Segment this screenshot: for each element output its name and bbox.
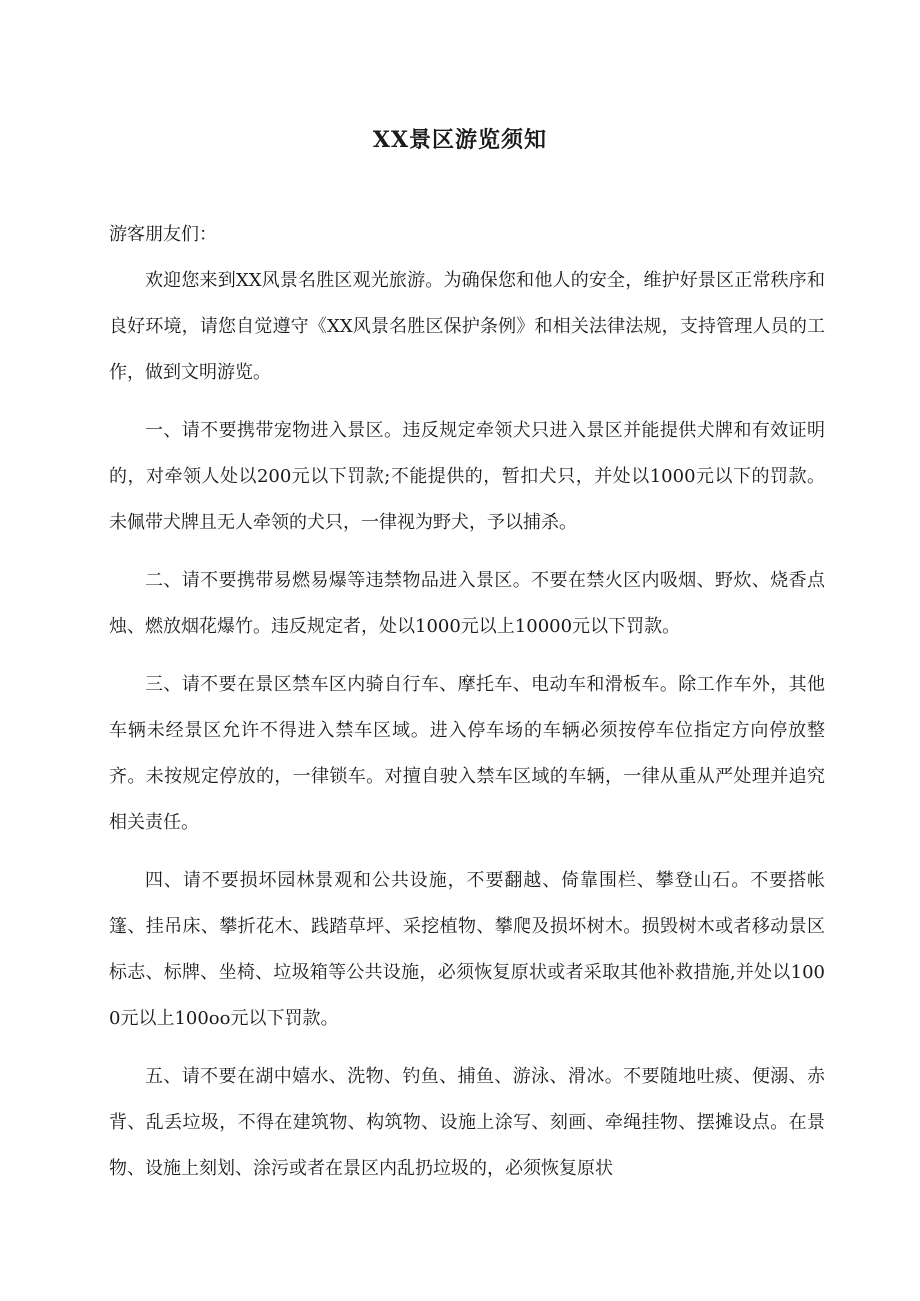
document-body (109, 212, 825, 1204)
document-title: XX景区游览须知 (372, 127, 548, 153)
rule-paragraph-4: 四、请不要损坏园林景观和公共设施，不要翻越、倚靠围栏、攀登山石。不要搭帐篷、挂吊床、攀折花木、践踏草坪、采挖植物、攀爬及损坏树木。损毁树木或者移动景区标志、标牌、坐椅、垃圾箱等公共设施，必须恢复原状或者采取其他补救措施,并处以1000元以上100oo元以下罚款。 (109, 870, 825, 1029)
rule-paragraph-3: 三、请不要在景区禁车区内骑自行车、摩托车、电动车和滑板车。除工作车外，其他车辆未经景区允许不得进入禁车区域。进入停车场的车辆必须按停车位指定方向停放整齐。未按规定停放的，一律锁车。对擅自驶入禁车区域的车辆，一律从重从严处理并追究相关责任。 (109, 674, 825, 833)
rule-paragraph-5: 五、请不要在湖中嬉水、洗物、钓鱼、捕鱼、游泳、滑冰。不要随地吐痰、便溺、赤背、乱丢垃圾，不得在建筑物、构筑物、设施上涂写、刻画、牵绳挂物、摆摊设点。在景物、设施上刻划、涂污或者在景区内乱扔垃圾的，必须恢复原状 (109, 1066, 825, 1179)
rule-paragraph-2: 二、请不要携带易燃易爆等违禁物品进入景区。不要在禁火区内吸烟、野炊、烧香点烛、燃放烟花爆竹。违反规定者，处以1000元以上10000元以下罚款。 (109, 570, 825, 637)
intro-paragraph: 欢迎您来到XX风景名胜区观光旅游。为确保您和他人的安全，维护好景区正常秩序和良好环境，请您自觉遵守《XX风景名胜区保护条例》和相关法律法规，支持管理人员的工作，做到文明游览。 (109, 270, 825, 383)
salutation: 游客朋友们： (109, 224, 217, 245)
rule-paragraph-1: 一、请不要携带宠物进入景区。违反规定牵领犬只进入景区并能提供犬牌和有效证明的，对牵领人处以200元以下罚款;不能提供的，暂扣犬只，并处以1000元以下的罚款。未佩带犬牌且无人牵领的犬只，一律视为野犬，予以捕杀。 (109, 420, 825, 533)
